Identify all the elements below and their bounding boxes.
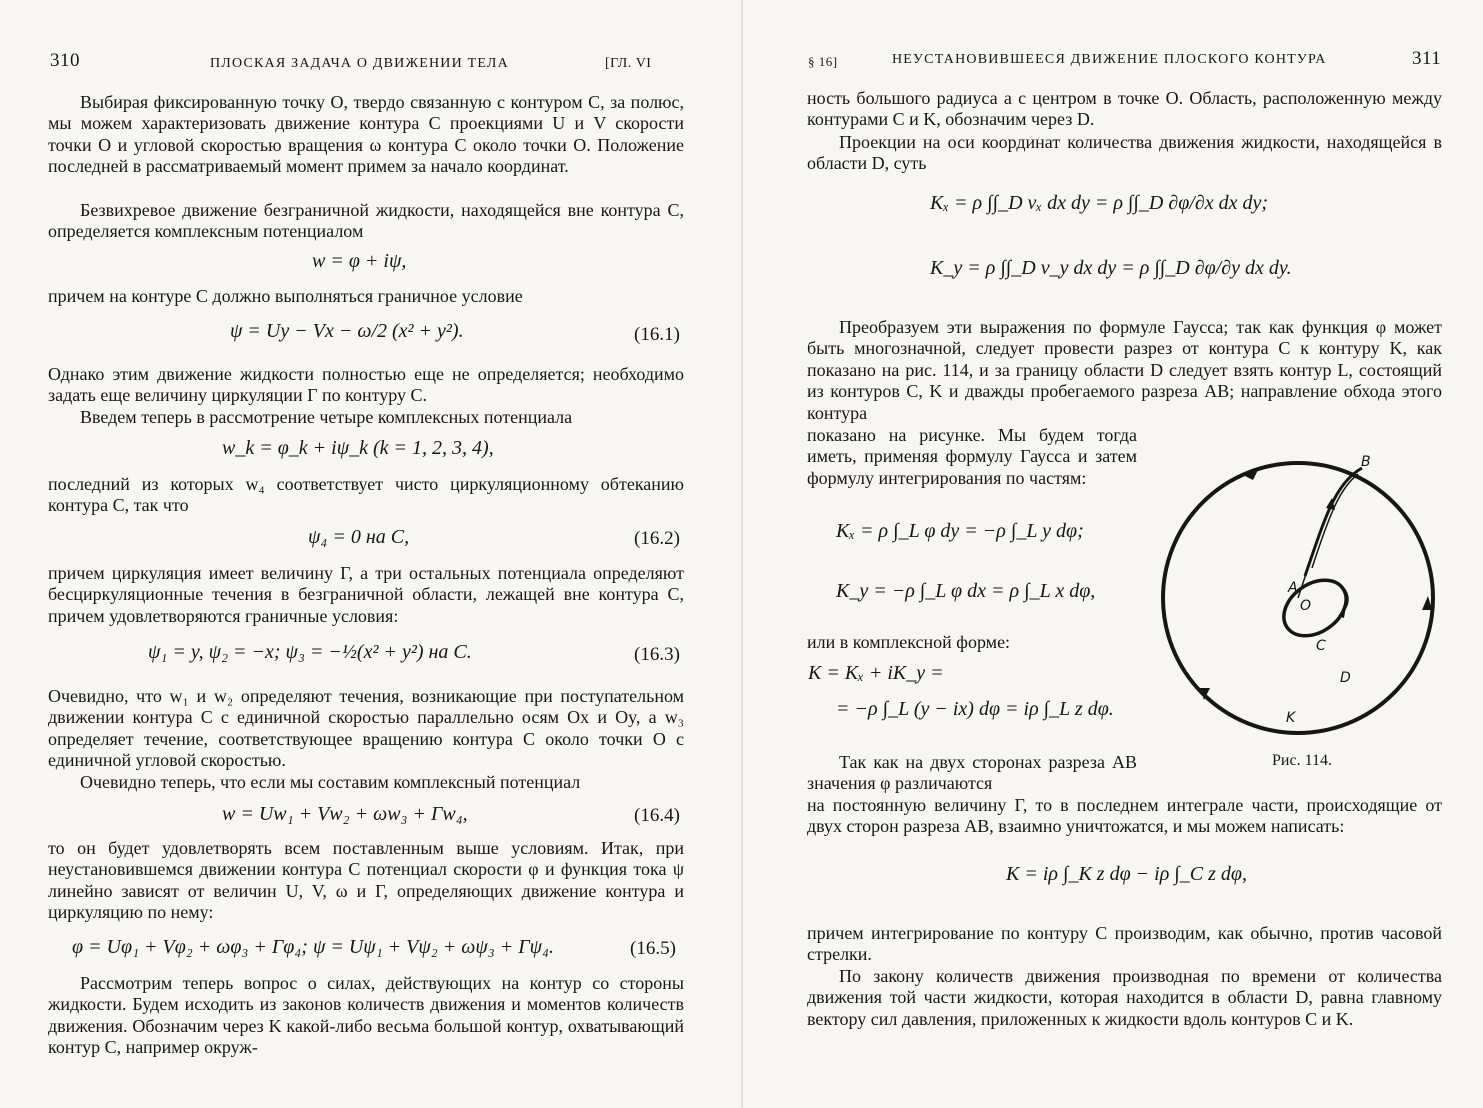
running-head: ПЛОСКАЯ ЗАДАЧА О ДВИЖЕНИИ ТЕЛА bbox=[210, 56, 509, 71]
paragraph: причем на контуре C должно выполняться граничное условие bbox=[48, 286, 523, 306]
label-k: K bbox=[1286, 710, 1296, 726]
equation-k: K = Kₓ + iK_y = bbox=[808, 662, 944, 684]
paragraph: причем циркуляция имеет величину Г, а три остальных потенциала определяют бесциркуляционные течения в безграничной области, лежащей вне контура C, причем удовлетворяются граничные условия: bbox=[48, 563, 684, 626]
equation: w = φ + iψ, bbox=[312, 250, 407, 272]
paragraph: Однако этим движение жидкости полностью еще не определяется; необходимо задать еще величину циркуляции Г по контуру C. bbox=[48, 364, 684, 406]
equation-number: (16.2) bbox=[634, 528, 680, 549]
equation-number: (16.1) bbox=[634, 324, 680, 345]
label-b: B bbox=[1361, 454, 1371, 470]
paragraph: ность большого радиуса a с центром в точке O. Область, расположенную между контурами C и K, обозначим через D. bbox=[807, 88, 1442, 130]
equation-number: (16.5) bbox=[630, 938, 676, 959]
paragraph: последний из которых w₄ соответствует чисто циркуляционному обтеканию контура C, так что bbox=[48, 474, 684, 516]
paragraph: или в комплексной форме: bbox=[807, 632, 1011, 652]
equation-ky: K_y = ρ ∫∫_D v_y dx dy = ρ ∫∫_D ∂φ/∂y dx dy. bbox=[930, 257, 1292, 279]
page-number: 311 bbox=[1412, 48, 1442, 69]
paragraph: причем интегрирование по контуру C производим, как обычно, против часовой стрелки. bbox=[807, 923, 1442, 965]
equation-16-4: w = Uw₁ + Vw₂ + ωw₃ + Гw₄, bbox=[222, 803, 468, 825]
paragraph: Очевидно теперь, что если мы составим комплексный потенциал bbox=[80, 772, 581, 792]
figure-caption: Рис. 114. bbox=[1272, 752, 1332, 769]
label-c: C bbox=[1316, 638, 1326, 654]
paragraph: показано на рисунке. Мы будем тогда иметь, применяя формулу Гаусса и затем формулу интегрирования по частям: bbox=[807, 425, 1137, 488]
equation-number: (16.3) bbox=[634, 644, 680, 665]
arrowhead-k-right bbox=[1422, 596, 1432, 610]
equation-k-final: K = iρ ∫_K z dφ − iρ ∫_C z dφ, bbox=[1006, 863, 1247, 885]
equation: w_k = φ_k + iψ_k (k = 1, 2, 3, 4), bbox=[222, 437, 494, 459]
equation-kx: Kₓ = ρ ∫∫_D vₓ dx dy = ρ ∫∫_D ∂φ/∂x dx dy; bbox=[930, 192, 1269, 214]
paragraph: Выбирая фиксированную точку O, твердо связанную с контуром C, за полюс, мы можем характеризовать движение контура C проекциями U и V скорости точки O и угловой скоростью вращения ω контура C около точки O. Положение последней в рассматриваемый момент примем за начало координат. bbox=[48, 92, 684, 177]
paragraph: на постоянную величину Г, то в последнем интеграле части, происходящие от двух сторон разреза AB, взаимно уничтожатся, и мы можем написать: bbox=[807, 795, 1442, 837]
page-number: 310 bbox=[50, 50, 80, 71]
paragraph: Проекции на оси координат количества движения жидкости, находящейся в области D, суть bbox=[807, 132, 1442, 174]
label-o: O bbox=[1300, 598, 1312, 614]
cut-ab-inner bbox=[1312, 474, 1358, 568]
arrowhead bbox=[1338, 606, 1346, 618]
label-a: A bbox=[1288, 580, 1298, 596]
cut-ab bbox=[1305, 468, 1362, 576]
equation-k-complex: = −ρ ∫_L (y − ix) dφ = iρ ∫_L z dφ. bbox=[836, 698, 1114, 720]
label-d: D bbox=[1340, 670, 1351, 686]
figure-114 bbox=[1160, 448, 1450, 748]
chapter-label: [ГЛ. VI bbox=[605, 56, 652, 71]
equation-16-3: ψ₁ = y, ψ₂ = −x; ψ₃ = −½(x² + y²) на C. bbox=[148, 641, 472, 663]
equation-16-2: ψ₄ = 0 на C, bbox=[308, 526, 410, 548]
equation-number: (16.4) bbox=[634, 805, 680, 826]
paragraph: Очевидно, что w₁ и w₂ определяют течения, возникающие при поступательном движении контура C с единичной скоростью параллельно осям Ox и Oy, а w₃ определяет течение, соответствующее вращению контура C около точки O с единичной угловой скоростью. bbox=[48, 686, 684, 771]
equation-16-1: ψ = Uy − Vx − ω/2 (x² + y²). bbox=[230, 320, 464, 342]
running-head: НЕУСТАНОВИВШЕЕСЯ ДВИЖЕНИЕ ПЛОСКОГО КОНТУРА bbox=[892, 52, 1327, 67]
paragraph: Безвихревое движение безграничной жидкости, находящейся вне контура C, определяется комплексным потенциалом bbox=[48, 200, 684, 242]
section-label: § 16] bbox=[808, 54, 838, 69]
equation-kx-line: Kₓ = ρ ∫_L φ dy = −ρ ∫_L y dφ; bbox=[836, 520, 1084, 542]
paragraph: Преобразуем эти выражения по формуле Гаусса; так как функция φ может быть многозначной, следует провести разрез от контура C к контуру K, как показано на рис. 114, и за границу области D следует взять контур L, состоящий из контуров C, K и дважды пробегаемого разреза AB; направление обхода этого контура bbox=[807, 317, 1442, 423]
paragraph: Введем теперь в рассмотрение четыре комплексных потенциала bbox=[80, 407, 573, 427]
paragraph: Так как на двух сторонах разреза AB значения φ различаются bbox=[807, 752, 1137, 794]
equation-16-5: φ = Uφ₁ + Vφ₂ + ωφ₃ + Гφ₄; ψ = Uψ₁ + Vψ₂ + ωψ₃ + Гψ₄. bbox=[72, 936, 555, 958]
equation-ky-line: K_y = −ρ ∫_L φ dx = ρ ∫_L x dφ, bbox=[836, 580, 1096, 602]
paragraph: то он будет удовлетворять всем поставленным выше условиям. Итак, при неустановившемся движении контура C потенциал скорости φ и функция тока ψ линейно зависят от величин U, V, ω и Г, определяющих движение контура и циркуляцию по нему: bbox=[48, 838, 684, 923]
paragraph: По закону количеств движения производная по времени от количества движения той части жидкости, которая находится в области D, равна главному вектору сил давления, приложенных к жидкости вдоль контуров C и K. bbox=[807, 966, 1442, 1029]
page-311 bbox=[742, 0, 1483, 1108]
paragraph: Рассмотрим теперь вопрос о силах, действующих на контур со стороны жидкости. Будем исходить из законов количеств движения и моментов количеств движения. Обозначим через K какой-либо весьма большой контур, охватывающий контур C, например окруж- bbox=[48, 973, 684, 1058]
